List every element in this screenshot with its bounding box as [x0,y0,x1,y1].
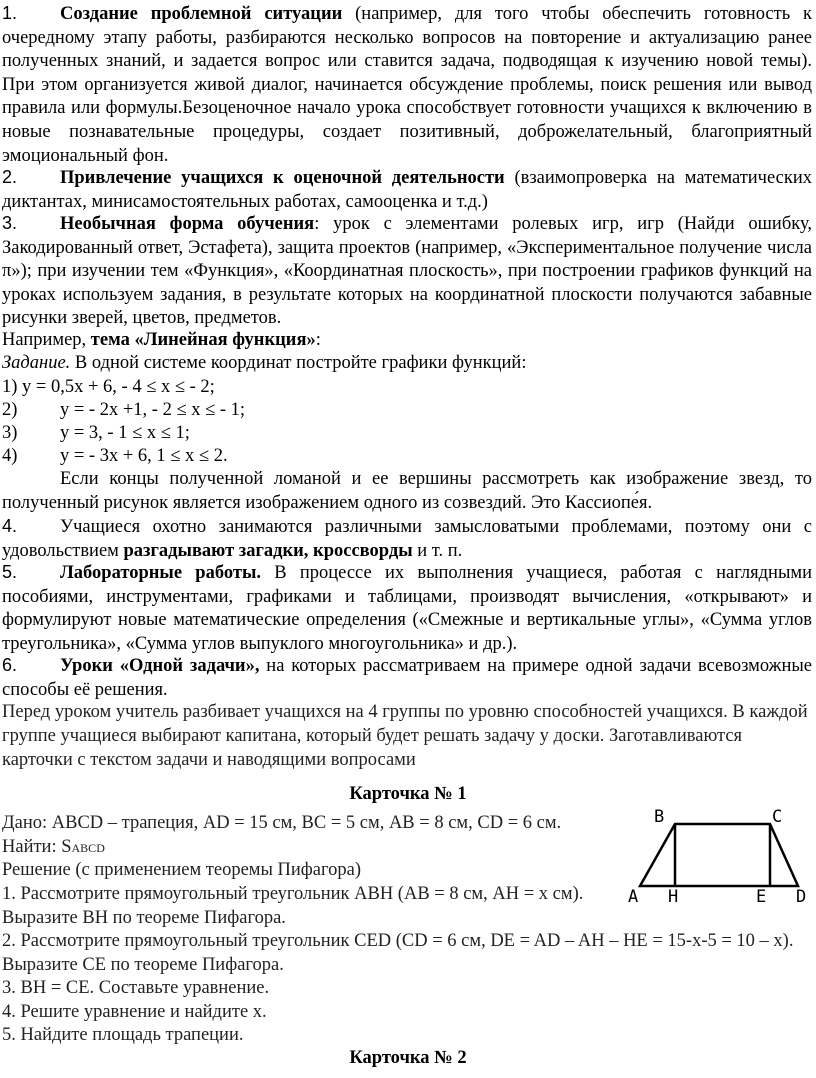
card-1-title: Карточка № 1 [349,784,467,804]
item-5-number: 5. [2,562,18,582]
label-a: A [628,887,639,907]
conclusion-text: Если концы полученной ломаной и ее вершины рассмотреть как изображение звезд, то полученный рисунок является изображением одного из созвездий. Это Кассиопе́я. [2,469,812,513]
card-1-step-1: 1. Рассмотрите прямоугольный треугольник ABH (AB = 8 см, AH = x см). Выразите BH по теореме Пифагора. [2,884,584,928]
item-4-bold: разгадывают загадки, кроссворды [123,540,413,561]
item-3-paragraph [2,212,812,331]
item-3-text: : урок с элементами ролевых игр, игр (Найди ошибку, Закодированный ответ, Эстафета), защита проектов (например, «Экспериментальное получение числа π»); при изучении тем «Функция», «Координатная плоскость», при построении графиков функций на уроках используем задания, в результате которых на координатной плоскости получаются забавные рисунки зверей, цветов, предметов. [2,214,812,329]
equation-3-number: 3) [2,423,18,443]
groups-paragraph: Перед уроком учитель разбивает учащихся на 4 группы по уровню способностей учащихся. В каждой группе учащиеся выбирают капитана, который будет решать задачу у доски. Заготавливаются карточки с текстом задачи и наводящими вопросами [2,702,808,770]
task-text: В одной системе координат постройте графики функций: [70,353,527,373]
item-2-title: Привлечение учащихся к оценочной деятельности [60,168,505,188]
card-1-given: Дано: ABCD – трапеция, AD = 15 см, BC = 5 см, AB = 8 см, CD = 6 см. [2,813,562,833]
item-2-paragraph [2,166,812,214]
item-6-paragraph [2,654,812,702]
item-6-title: Уроки «Одной задачи», [60,656,260,676]
equation-4 [2,445,812,469]
example-colon: : [315,330,321,350]
item-1-title: Создание проблемной ситуации [60,4,343,24]
item-1-paragraph [2,2,812,168]
equation-1-text: 1) y = 0,5x + 6, - 4 ≤ x ≤ - 2; [2,377,215,397]
example-task [2,352,812,376]
trapezoid-shape [640,824,798,886]
card-1-step-2: 2. Рассмотрите прямоугольный треугольник CED (CD = 6 см, DE = AD – AH – HE = 15-x-5 = 10 – x). Выразите CE по теореме Пифагора. [2,931,794,975]
find-label: Найти: S [2,837,72,857]
card-1-step-4: 4. Решите уравнение и найдите x. [2,1002,267,1022]
example-intro-text: Например, [2,330,91,350]
item-2-number: 2. [2,167,18,187]
equation-4-number: 4) [2,446,18,466]
item-1-text: (например, для того чтобы обеспечить готовность к очередному этапу работы, разбираются несколько вопросов на повторение и актуализацию ранее полученных знаний, и задается вопрос или ставится задача, подводящая к изучению новой темы). При этом организуется живой диалог, начинается обсуждение проблемы, поиск решения или вывод правила или формулы.Безоценочное начало урока способствует готовности учащихся к включению в новые познавательные процедуры, создает позитивный, доброжелательный, благоприятный эмоциональный фон. [2,4,812,166]
equation-3 [2,422,812,446]
example-intro [2,329,812,353]
label-e: E [756,887,767,907]
item-4-number: 4. [2,516,18,536]
label-c: C [772,807,783,827]
item-1-number: 1. [2,3,18,23]
equation-3-text: y = 3, - 1 ≤ x ≤ 1; [60,423,190,443]
label-h: H [668,887,679,907]
card-2-title: Карточка № 2 [349,1048,467,1068]
item-2-text: (взаимопроверка на математических диктантах, минисамостоятельных работах, самооценка и т.д.) [2,168,813,212]
equation-2-text: y = - 2x +1, - 2 ≤ x ≤ - 1; [60,400,246,420]
item-3-title: Необычная форма обучения [60,214,315,234]
task-label: Задание. [2,353,71,373]
label-b: B [654,807,665,827]
card-1-solution: Решение (с применением теоремы Пифагора) [2,860,361,880]
equation-1 [2,376,812,400]
item-5-paragraph [2,561,812,656]
item-4-text-a: Учащиеся охотно занимаются различными замысловатыми проблемами, поэтому они с удовольствием [2,517,812,561]
item-5-text: В процессе их выполнения учащиеся, работая с наглядными пособиями, инструментами, графиками и таблицами, производят вычисления, «открывают» и формулируют новые математические определения («Смежные и вертикальные углы», «Сумма углов треугольника», «Сумма углов выпуклого многоугольника» и др.). [2,563,812,654]
card-1-step-5: 5. Найдите площадь трапеции. [2,1025,244,1045]
equation-4-text: y = - 3x + 6, 1 ≤ x ≤ 2. [60,446,228,466]
example-conclusion [2,468,812,515]
trapezoid-figure [620,806,816,908]
find-subscript: ABCD [71,841,105,855]
card-1-step-3: 3. BH = CE. Составьте уравнение. [2,978,270,998]
item-5-title: Лабораторные работы. [60,563,262,583]
item-4-paragraph [2,515,812,563]
item-6-text: на которых рассматриваем на примере одной задачи всевозможные способы её решения. [2,656,812,700]
label-d: D [796,887,807,907]
card-1-find [2,836,602,861]
item-4-text-b: и т. п. [412,540,463,561]
equation-2-number: 2) [2,400,18,420]
equation-2 [2,399,812,423]
example-topic: тема «Линейная функция» [90,330,316,350]
item-6-number: 6. [2,655,18,675]
item-3-number: 3. [2,213,18,233]
